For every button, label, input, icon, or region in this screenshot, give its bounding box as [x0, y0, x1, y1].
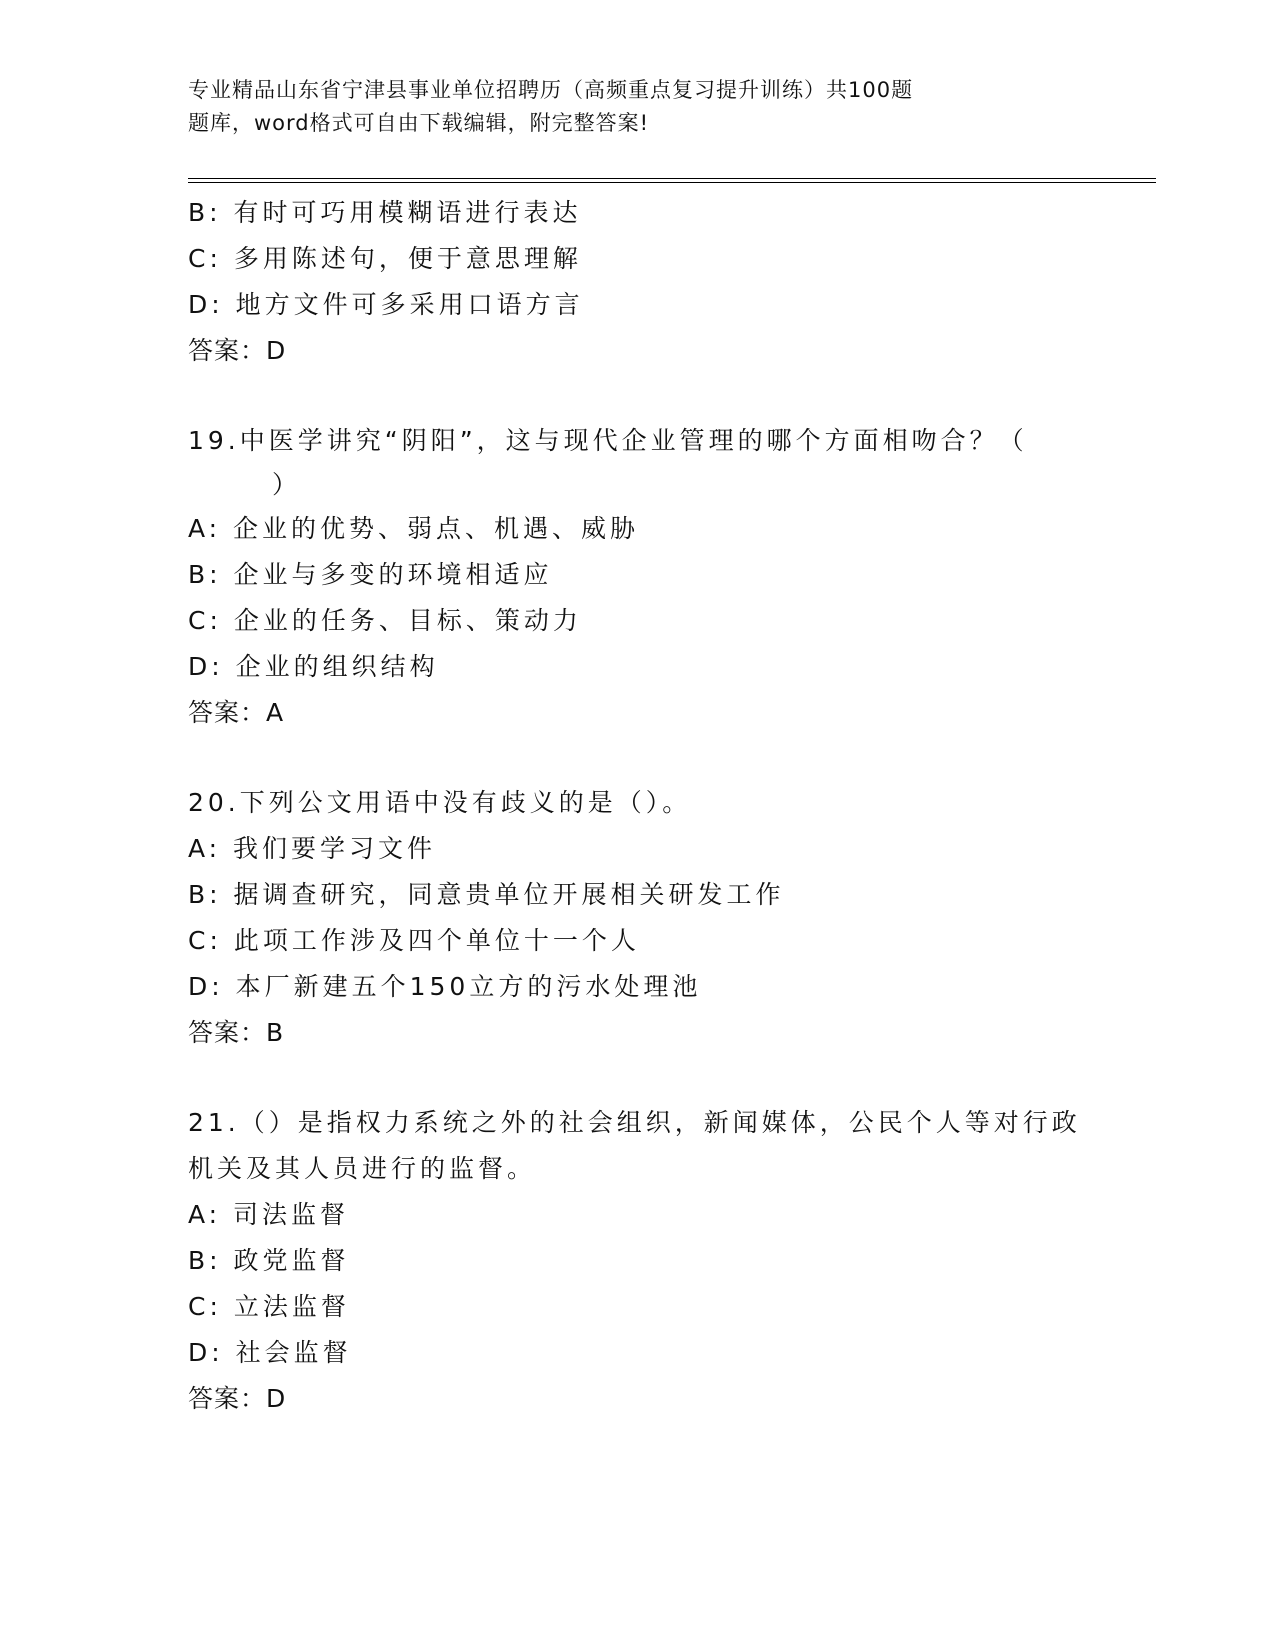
question-stem: 19.中医学讲究“阴阳”，这与现代企业管理的哪个方面相吻合？（	[188, 426, 1028, 455]
header-divider	[188, 178, 1156, 183]
option-d: D: 本厂新建五个150立方的污水处理池	[188, 972, 702, 1001]
option-d: D: 企业的组织结构	[188, 652, 439, 681]
answer-line: 答案：D	[188, 1384, 287, 1413]
question-stem: 20.下列公文用语中没有歧义的是（）。	[188, 788, 692, 817]
option-b: B: 企业与多变的环境相适应	[188, 560, 553, 589]
question-19	[188, 418, 1148, 736]
option-c: C: 立法监督	[188, 1292, 350, 1321]
question-list	[188, 190, 1148, 1422]
answer-line: 答案：B	[188, 1018, 285, 1047]
option-c: C: 企业的任务、目标、策动力	[188, 606, 582, 635]
document-header	[188, 74, 1028, 140]
question-18	[188, 190, 1148, 374]
option-c: C: 此项工作涉及四个单位十一个人	[188, 926, 640, 955]
option-a: A: 我们要学习文件	[188, 834, 437, 863]
option-a: A: 司法监督	[188, 1200, 350, 1229]
option-d: D: 社会监督	[188, 1338, 352, 1367]
option-b: B: 据调查研究，同意贵单位开展相关研发工作	[188, 880, 785, 909]
option-b: B: 政党监督	[188, 1246, 350, 1275]
header-title-line-1: 专业精品山东省宁津县事业单位招聘历（高频重点复习提升训练）共100题	[188, 78, 914, 102]
question-stem: 21.（）是指权力系统之外的社会组织，新闻媒体，公民个人等对行政	[188, 1108, 1081, 1137]
question-21	[188, 1100, 1148, 1422]
question-20	[188, 780, 1148, 1056]
answer-line: 答案：D	[188, 336, 287, 365]
answer-line: 答案：A	[188, 698, 285, 727]
option-a: A: 企业的优势、弱点、机遇、威胁	[188, 514, 640, 543]
question-stem-line-2: 机关及其人员进行的监督。	[188, 1154, 537, 1183]
option-d: D: 地方文件可多采用口语方言	[188, 290, 584, 319]
option-b: B: 有时可巧用模糊语进行表达	[188, 198, 582, 227]
option-c: C: 多用陈述句，便于意思理解	[188, 244, 582, 273]
header-title-line-2: 题库，word格式可自由下载编辑，附完整答案!	[188, 111, 650, 135]
question-stem-continuation: ）	[272, 470, 302, 499]
